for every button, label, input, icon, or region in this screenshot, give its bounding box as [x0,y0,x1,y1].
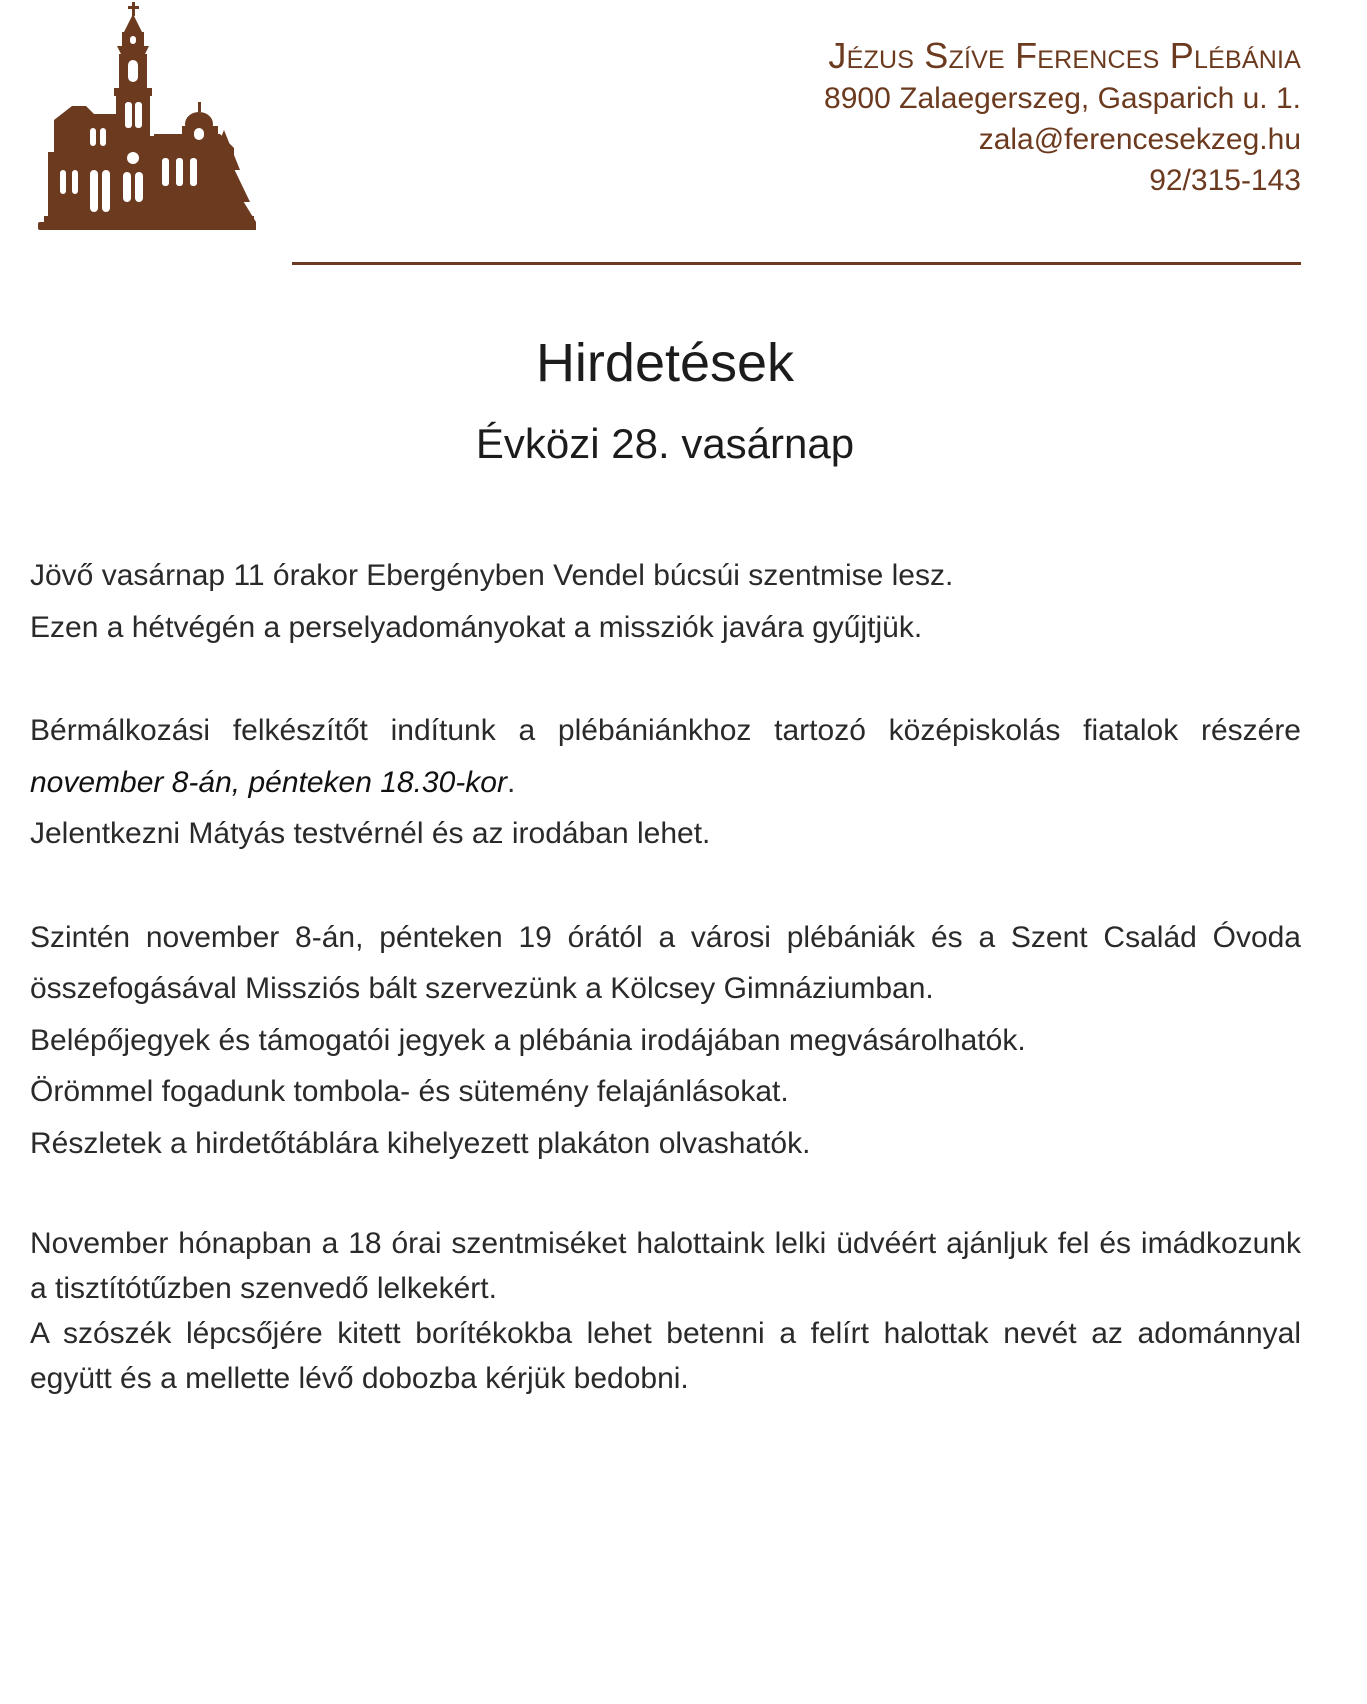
announcement-2-date: november 8-án, pénteken 18.30-kor [30,765,507,799]
announcement-2-line-3: Jelentkezni Mátyás testvérnél és az irodában lehet. [30,817,711,850]
parish-phone: 92/315-143 [1149,164,1301,197]
parish-name: Jézus Szíve Ferences Plébánia [828,35,1301,76]
announcement-3-line-5: Részletek a hirdetőtáblára kihelyezett plakáton olvashatók. [30,1126,811,1160]
announcement-1 [30,550,1301,653]
announcement-1-line-2: Ezen a hétvégén a perselyadományokat a missziók javára gyűjtjük. [30,610,923,644]
announcement-3-line-3: Belépőjegyek és támogatói jegyek a plébánia irodájában megvásárolhatók. [30,1023,1026,1057]
page-subtitle: Évközi 28. vasárnap [475,420,855,467]
parish-email: zala@ferencesekzeg.hu [978,123,1301,156]
announcement-3-line-1: Szintén november 8-án, pénteken 19 órától a városi plébániák és a Szent Család Óvoda [30,920,1301,954]
page-title: Hirdetések [535,333,795,393]
announcement-2-line-2: november 8-án, pénteken 18.30-kor. [30,765,516,799]
parish-address: 8900 Zalaegerszeg, Gasparich u. 1. [824,82,1301,115]
announcement-3-line-2: összefogásával Missziós bált szervezünk a Kölcsey Gimnáziumban. [30,972,934,1005]
announcement-4-sentence-2: A szószék lépcsőjére kitett borítékokba lehet betenni a felírt halottak nevét az adománnyal együtt és a mellette lévő dobozba kérjük bedobni. [30,1317,1301,1395]
announcement-4-sentence-1: November hónapban a 18 órai szentmiséket halottaink lelki üdvéért ajánljuk fel és imádkozunk a tisztítótűzben szenvedő lelkekért. [30,1227,1301,1305]
announcements [30,550,1301,1401]
announcement-3 [30,912,1301,1170]
header-divider [292,262,1301,265]
announcement-2 [30,705,1301,860]
announcement-3-line-4: Örömmel fogadunk tombola- és sütemény felajánlásokat. [30,1075,789,1108]
announcement-2-line-1: Bérmálkozási felkészítőt indítunk a plébániánkhoz tartozó középiskolás fiatalok részére [30,714,1301,747]
announcement-1-line-1: Jövő vasárnap 11 órakor Ebergényben Vendel búcsúi szentmise lesz. [30,559,954,592]
announcement-4 [30,1221,1301,1401]
church-logo [24,2,256,242]
parish-header [824,34,1301,201]
